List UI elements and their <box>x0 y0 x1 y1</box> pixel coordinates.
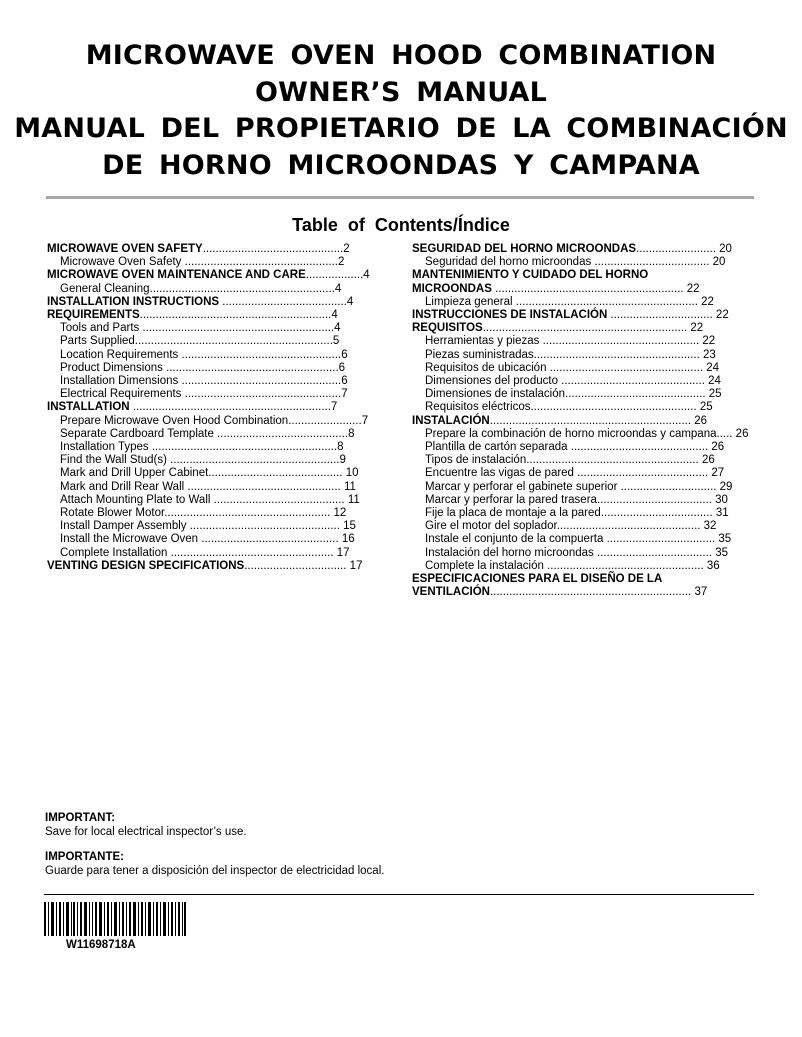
toc-entry-title: Mark and Drill Upper Cabinet <box>60 467 209 480</box>
toc-entry <box>47 375 407 388</box>
toc-entry-title: MICROONDAS <box>412 282 492 295</box>
barcode-number: W11698718A <box>66 939 136 951</box>
toc-entry-title: INSTALACIÓN <box>412 414 490 427</box>
barcode-image <box>44 902 186 936</box>
toc-leader-dots: ............................................................ <box>139 322 335 335</box>
toc-entry <box>47 388 407 401</box>
toc-entry <box>47 335 407 348</box>
toc-entry-title: Tools and Parts <box>60 322 140 335</box>
toc-entry-title: Instalación del horno microondas <box>425 546 594 559</box>
toc-entry <box>47 481 407 494</box>
toc-leader-dots: .................................................. <box>178 348 342 361</box>
toc-entry <box>47 269 407 282</box>
toc-page-number: 36 <box>703 559 720 572</box>
toc-leader-dots: ................................................................ <box>482 322 688 335</box>
toc-page-number: 26 <box>691 414 708 427</box>
toc-entry <box>47 547 407 560</box>
toc-entry <box>412 309 797 322</box>
toc-left-column <box>47 243 407 573</box>
toc-entry-title: MANTENIMIENTO Y CUIDADO DEL HORNO <box>412 269 649 282</box>
toc-page-number: 4 <box>334 282 342 295</box>
toc-entry <box>412 283 797 296</box>
toc-entry-title: Seguridad del horno microondas <box>425 256 592 269</box>
toc-page-number: 6 <box>341 348 348 361</box>
toc-page-number: 22 <box>687 322 704 335</box>
toc-entry <box>412 388 797 401</box>
toc-entry-title: Tipos de instalación <box>425 454 527 467</box>
important-label: IMPORTANT: <box>45 812 116 824</box>
toc-entry <box>412 375 797 388</box>
toc-entry <box>412 441 797 454</box>
toc-entry <box>47 415 407 428</box>
toc-page-number: 7 <box>341 388 348 401</box>
toc-leader-dots: ........................................................... <box>491 282 684 295</box>
toc-entry-title: INSTALLATION <box>47 401 130 414</box>
toc-leader-dots: .................................................... <box>530 401 697 414</box>
toc-entry <box>412 454 797 467</box>
toc-entry <box>47 283 407 296</box>
toc-page-number: 8 <box>348 427 355 440</box>
important-notice <box>45 812 247 839</box>
toc-entry-title: Herramientas y piezas <box>425 335 540 348</box>
toc-entry-title: MICROWAVE OVEN SAFETY <box>47 243 203 255</box>
toc-page-number: 23 <box>699 348 716 361</box>
toc-entry-title: REQUISITOS <box>412 322 483 335</box>
toc-page-number: 11 <box>340 480 356 493</box>
toc-entry-title: Instale el conjunto de la compuerta <box>425 533 604 546</box>
toc-page-number: 22 <box>712 309 729 322</box>
toc-entry <box>412 494 797 507</box>
toc-leader-dots: ......................................... <box>210 493 345 506</box>
toc-page-number: 16 <box>338 533 355 546</box>
toc-page-number: 2 <box>338 256 345 269</box>
toc-page-number: 5 <box>332 335 340 348</box>
toc-entry <box>47 362 407 375</box>
toc-leader-dots: .................................... <box>593 546 712 559</box>
toc-entry <box>412 349 797 362</box>
toc-entry-title: Dimensiones del producto <box>425 375 558 388</box>
toc-entry-title: Dimensiones de instalación <box>425 388 565 401</box>
toc-page-number: 9 <box>339 454 346 467</box>
toc-entry <box>412 335 797 348</box>
toc-entry-title: General Cleaning <box>60 282 150 295</box>
toc-leader-dots: .............................................................. <box>134 335 333 348</box>
toc-entry-title: Complete la instalación <box>425 559 544 572</box>
toc-leader-dots: ................................................ <box>546 361 704 374</box>
toc-page-number: 22 <box>697 295 714 308</box>
footer-divider <box>44 894 754 895</box>
toc-entry <box>412 256 797 269</box>
toc-entry <box>412 428 797 441</box>
toc-entry-title: Complete Installation <box>60 546 168 559</box>
toc-heading: Table of Contents/Índice <box>292 215 510 235</box>
toc-entry <box>412 401 797 414</box>
toc-entry-title: REQUIREMENTS <box>47 309 140 322</box>
toc-page-number: 20 <box>715 243 732 255</box>
toc-entry <box>412 560 797 573</box>
toc-entry-title: Location Requirements <box>60 348 179 361</box>
toc-page-number: 7 <box>330 401 338 414</box>
toc-entry-title: VENTING DESIGN SPECIFICATIONS <box>47 559 245 572</box>
toc-entry-title: Installation Types <box>60 441 149 454</box>
toc-page-number: 17 <box>333 546 350 559</box>
toc-entry-title: ESPECIFICACIONES PARA EL DISEÑO DE LA <box>412 573 663 586</box>
toc-leader-dots: ..... <box>716 427 733 440</box>
toc-entry-title: Gire el motor del soplador <box>425 520 557 533</box>
toc-leader-dots: ................................ <box>244 559 347 572</box>
toc-entry <box>47 454 407 467</box>
toc-leader-dots: .................................................... <box>533 348 700 361</box>
toc-entry-title: Marcar y perforar el gabinete superior <box>425 480 618 493</box>
manual-title <box>0 38 802 184</box>
toc-page-number: 37 <box>691 586 708 599</box>
toc-entry-title: Install the Microwave Oven <box>60 533 199 546</box>
toc-leader-dots: .................................... <box>596 493 712 506</box>
toc-entry-title: INSTALLATION INSTRUCTIONS <box>47 295 220 308</box>
toc-leader-dots: .............................. <box>617 480 717 493</box>
toc-leader-dots: ............................................................... <box>489 414 692 427</box>
toc-entry-title: Encuentre las vigas de pared <box>425 467 574 480</box>
toc-entry <box>412 322 797 335</box>
toc-page-number: 6 <box>341 375 348 388</box>
toc-entry <box>412 415 797 428</box>
toc-entry-title: Marcar y perforar la pared trasera <box>425 493 597 506</box>
toc-leader-dots: ......................................................... <box>512 295 698 308</box>
toc-page-number: 17 <box>346 559 363 572</box>
toc-entry <box>412 507 797 520</box>
toc-page-number: 30 <box>711 493 728 506</box>
toc-page-number: 10 <box>342 467 359 480</box>
toc-entry <box>47 401 407 414</box>
toc-page-number: 25 <box>696 401 713 414</box>
toc-entry-title: VENTILACIÓN <box>412 586 490 599</box>
toc-entry <box>412 520 797 533</box>
toc-entry <box>47 309 407 322</box>
toc-leader-dots: ....................................... <box>219 295 347 308</box>
toc-entry-title: Rotate Blower Motor <box>60 507 165 520</box>
toc-page-number: 26 <box>698 454 715 467</box>
toc-entry-title: Requisitos de ubicación <box>425 361 547 374</box>
toc-page-number: 15 <box>339 520 356 533</box>
toc-leader-dots: .............................................................. <box>129 401 331 414</box>
toc-leader-dots: ......................... <box>636 243 716 255</box>
toc-leader-dots: ................................... <box>600 507 713 520</box>
toc-leader-dots: ............................................................... <box>489 586 692 599</box>
toc-entry-title: Limpieza general <box>425 295 513 308</box>
toc-entry <box>412 573 797 586</box>
toc-entry <box>412 547 797 560</box>
toc-leader-dots: ............................................. <box>557 375 705 388</box>
toc-page-number: 20 <box>709 256 726 269</box>
toc-page-number: 26 <box>732 427 749 440</box>
toc-entry-title: Fije la placa de montaje a la pared <box>425 507 601 520</box>
toc-entry <box>412 533 797 546</box>
toc-leader-dots: ....................... <box>288 414 362 427</box>
toc-page-number: 22 <box>683 282 700 295</box>
toc-page-number: 24 <box>704 375 721 388</box>
toc-entry <box>47 533 407 546</box>
toc-page-number: 22 <box>699 335 716 348</box>
toc-entry <box>412 481 797 494</box>
toc-entry-title: Requisitos eléctricos <box>425 401 531 414</box>
toc-page-number: 4 <box>331 309 338 322</box>
toc-entry <box>47 243 407 256</box>
toc-entry-title: Piezas suministradas <box>425 348 534 361</box>
toc-entry-title: Installation Dimensions <box>60 375 179 388</box>
toc-leader-dots: .................................. <box>603 533 716 546</box>
toc-entry-title: Install Damper Assembly <box>60 520 187 533</box>
toc-entry <box>412 362 797 375</box>
toc-entry <box>47 560 407 573</box>
title-line-1: MICROWAVE OVEN HOOD COMBINATION <box>85 40 717 71</box>
toc-leader-dots: ...................................................... <box>162 361 339 374</box>
toc-leader-dots: ............................................... <box>186 520 340 533</box>
toc-entry <box>412 586 797 599</box>
toc-leader-dots: .................. <box>305 269 364 282</box>
toc-entry <box>47 507 407 520</box>
toc-leader-dots: ................................................. <box>543 559 704 572</box>
toc-page-number: 6 <box>338 361 346 374</box>
importante-text: Guarde para tener a disposición del inspector de electricidad local. <box>45 864 385 877</box>
toc-page-number: 4 <box>346 295 354 308</box>
toc-page-number: 4 <box>363 269 370 282</box>
important-text: Save for local electrical inspector’s use. <box>45 825 247 838</box>
title-line-2: OWNER’S MANUAL <box>254 76 548 108</box>
toc-page-number: 8 <box>337 441 344 454</box>
toc-entry-title: Attach Mounting Plate to Wall <box>60 493 211 506</box>
toc-leader-dots: ......................................... <box>573 467 709 480</box>
toc-entry <box>412 243 797 256</box>
toc-entry-title: Find the Wall Stud(s) <box>60 454 167 467</box>
toc-leader-dots: ............................................................ <box>139 309 332 322</box>
toc-entry <box>47 349 407 362</box>
toc-entry <box>47 441 407 454</box>
toc-page-number: 7 <box>361 414 369 427</box>
toc-entry <box>47 322 407 335</box>
toc-entry <box>412 269 797 282</box>
toc-leader-dots: ................................................ <box>184 480 341 493</box>
toc-leader-dots: ............................................ <box>202 243 344 255</box>
toc-entry <box>47 256 407 269</box>
toc-leader-dots: ................................................... <box>167 546 334 559</box>
toc-entry-title: SEGURIDAD DEL HORNO MICROONDAS <box>412 243 637 255</box>
toc-entry-title: Microwave Oven Safety <box>60 256 182 269</box>
toc-leader-dots: .................................................. <box>178 375 342 388</box>
toc-entry <box>47 428 407 441</box>
toc-entry-title: Electrical Requirements <box>60 388 182 401</box>
toc-leader-dots: ................................................. <box>181 388 342 401</box>
toc-leader-dots: ............................................ <box>565 388 706 401</box>
toc-page-number: 2 <box>343 243 350 255</box>
toc-entry-title: Mark and Drill Rear Wall <box>60 480 185 493</box>
toc-page-number: 24 <box>703 361 720 374</box>
toc-leader-dots: ........................................... <box>567 441 709 454</box>
toc-entry <box>47 296 407 309</box>
toc-page-number: 25 <box>705 388 722 401</box>
toc-entry <box>412 296 797 309</box>
toc-leader-dots: .................................................... <box>164 507 331 520</box>
toc-right-column <box>412 243 797 599</box>
toc-leader-dots: ............................................. <box>556 520 701 533</box>
toc-page-number: 35 <box>712 546 728 559</box>
toc-entry <box>47 494 407 507</box>
toc-leader-dots: ................................................ <box>181 256 338 269</box>
toc-page-number: 29 <box>716 480 733 493</box>
toc-leader-dots: ......................................... <box>213 427 349 440</box>
toc-leader-dots: ...................................................... <box>526 454 699 467</box>
title-divider <box>46 196 754 199</box>
toc-entry-title: Prepare la combinación de horno microondas y campana <box>425 427 717 440</box>
toc-leader-dots: .................................... <box>591 256 710 269</box>
toc-page-number: 35 <box>715 533 732 546</box>
toc-leader-dots: .......................................................... <box>148 441 338 454</box>
toc-page-number: 12 <box>330 507 347 520</box>
toc-page-number: 26 <box>708 441 725 454</box>
toc-entry-title: MICROWAVE OVEN MAINTENANCE AND CARE <box>47 269 306 282</box>
toc-entry-title: Prepare Microwave Oven Hood Combination <box>60 414 289 427</box>
toc-leader-dots: ..................................................... <box>166 454 340 467</box>
toc-entry <box>47 520 407 533</box>
toc-entry-title: Product Dimensions <box>60 361 163 374</box>
toc-leader-dots: ........................................... <box>198 533 339 546</box>
toc-page-number: 11 <box>344 493 360 506</box>
toc-page-number: 31 <box>712 507 729 520</box>
toc-leader-dots: .......................................... <box>208 467 343 480</box>
title-line-3: MANUAL DEL PROPIETARIO DE LA COMBINACIÓN <box>14 113 788 144</box>
toc-page-number: 27 <box>708 467 725 480</box>
toc-entry-title: INSTRUCCIONES DE INSTALACIÓN <box>412 309 608 322</box>
importante-label: IMPORTANTE: <box>45 851 125 863</box>
toc-leader-dots: ................................................. <box>539 335 700 348</box>
toc-entry-title: Parts Supplied <box>60 335 135 348</box>
toc-page-number: 4 <box>334 322 341 335</box>
title-line-4: DE HORNO MICROONDAS Y CAMPANA <box>102 149 700 181</box>
toc-leader-dots: ................................ <box>607 309 713 322</box>
toc-entry <box>412 467 797 480</box>
toc-entry-title: Plantilla de cartón separada <box>425 441 568 454</box>
toc-entry-title: Separate Cardboard Template <box>60 427 214 440</box>
toc-entry <box>47 467 407 480</box>
importante-notice <box>45 851 384 878</box>
toc-leader-dots: .......................................................... <box>149 282 335 295</box>
toc-page-number: 32 <box>700 520 717 533</box>
